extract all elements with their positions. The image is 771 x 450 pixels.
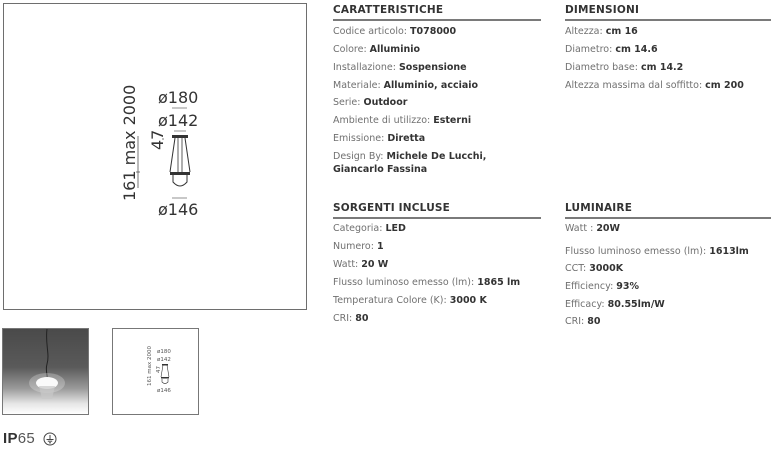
source-row-flusso: Flusso luminoso emesso (lm): 1865 lm <box>333 277 521 288</box>
dim-height-total: 161 max 2000 <box>120 84 139 201</box>
spec-row-codice: Codice articolo: T078000 <box>333 26 457 37</box>
lamp-dimension-drawing <box>4 4 308 311</box>
earth-ground-icon <box>43 432 57 446</box>
section-title-dimensioni: DIMENSIONI <box>565 4 771 21</box>
source-row-temperatura: Temperatura Colore (K): 3000 K <box>333 295 487 306</box>
lamp-drawing-mini <box>113 329 198 414</box>
spec-row-colore: Colore: Alluminio <box>333 44 421 55</box>
luminaire-row-cct: CCT: 3000K <box>565 263 624 274</box>
source-row-watt: Watt: 20 W <box>333 259 389 270</box>
ip-rating <box>3 430 35 447</box>
dim-bottom: ø146 <box>158 200 199 219</box>
spec-row-materiale: Materiale: Alluminio, acciaio <box>333 80 479 91</box>
svg-text:161 max 2000: 161 max 2000 <box>147 346 153 386</box>
lamp-photo-image <box>3 329 88 414</box>
section-title-luminaire: LUMINAIRE <box>565 202 771 219</box>
source-row-numero: Numero: 1 <box>333 241 384 252</box>
luminaire-row-watt: Watt : 20W <box>565 223 621 234</box>
dim-row-altezza: Altezza: cm 16 <box>565 26 638 37</box>
svg-text:ø180: ø180 <box>157 349 171 355</box>
luminaire-row-cri: CRI: 80 <box>565 316 601 327</box>
thumbnail-product-photo[interactable] <box>2 328 89 415</box>
dim-row-diametro-base: Diametro base: cm 14.2 <box>565 62 684 73</box>
source-row-cri: CRI: 80 <box>333 313 369 324</box>
svg-text:47: 47 <box>156 366 162 373</box>
luminaire-row-efficacy: Efficacy: 80.55lm/W <box>565 299 665 310</box>
dim-top-inner: ø142 <box>158 111 199 130</box>
spec-row-installazione: Installazione: Sospensione <box>333 62 467 73</box>
svg-text:ø146: ø146 <box>157 388 171 394</box>
luminaire-row-flusso: Flusso luminoso emesso (lm): 1613lm <box>565 246 749 257</box>
svg-text:ø142: ø142 <box>157 357 171 363</box>
section-title-caratteristiche: CARATTERISTICHE <box>333 4 541 21</box>
spec-row-emissione: Emissione: Diretta <box>333 133 426 144</box>
dim-top-outer: ø180 <box>158 88 199 107</box>
source-row-categoria: Categoria: LED <box>333 223 406 234</box>
luminaire-row-efficiency: Efficiency: 93% <box>565 281 640 292</box>
ip-prefix: IP <box>3 430 18 447</box>
dim-row-diametro: Diametro: cm 14.6 <box>565 44 658 55</box>
section-title-sorgenti: SORGENTI INCLUSE <box>333 202 541 219</box>
main-technical-drawing <box>3 3 307 310</box>
spec-row-design: Design By: Michele De Lucchi, Giancarlo Fassina <box>333 151 487 175</box>
thumbnail-technical-drawing[interactable] <box>112 328 199 415</box>
ip-number: 65 <box>17 430 36 447</box>
dim-height-side: 47 <box>148 129 167 150</box>
spec-row-serie: Serie: Outdoor <box>333 97 408 108</box>
dim-row-altezza-massima: Altezza massima dal soffitto: cm 200 <box>565 80 744 91</box>
spec-row-ambiente: Ambiente di utilizzo: Esterni <box>333 115 472 126</box>
